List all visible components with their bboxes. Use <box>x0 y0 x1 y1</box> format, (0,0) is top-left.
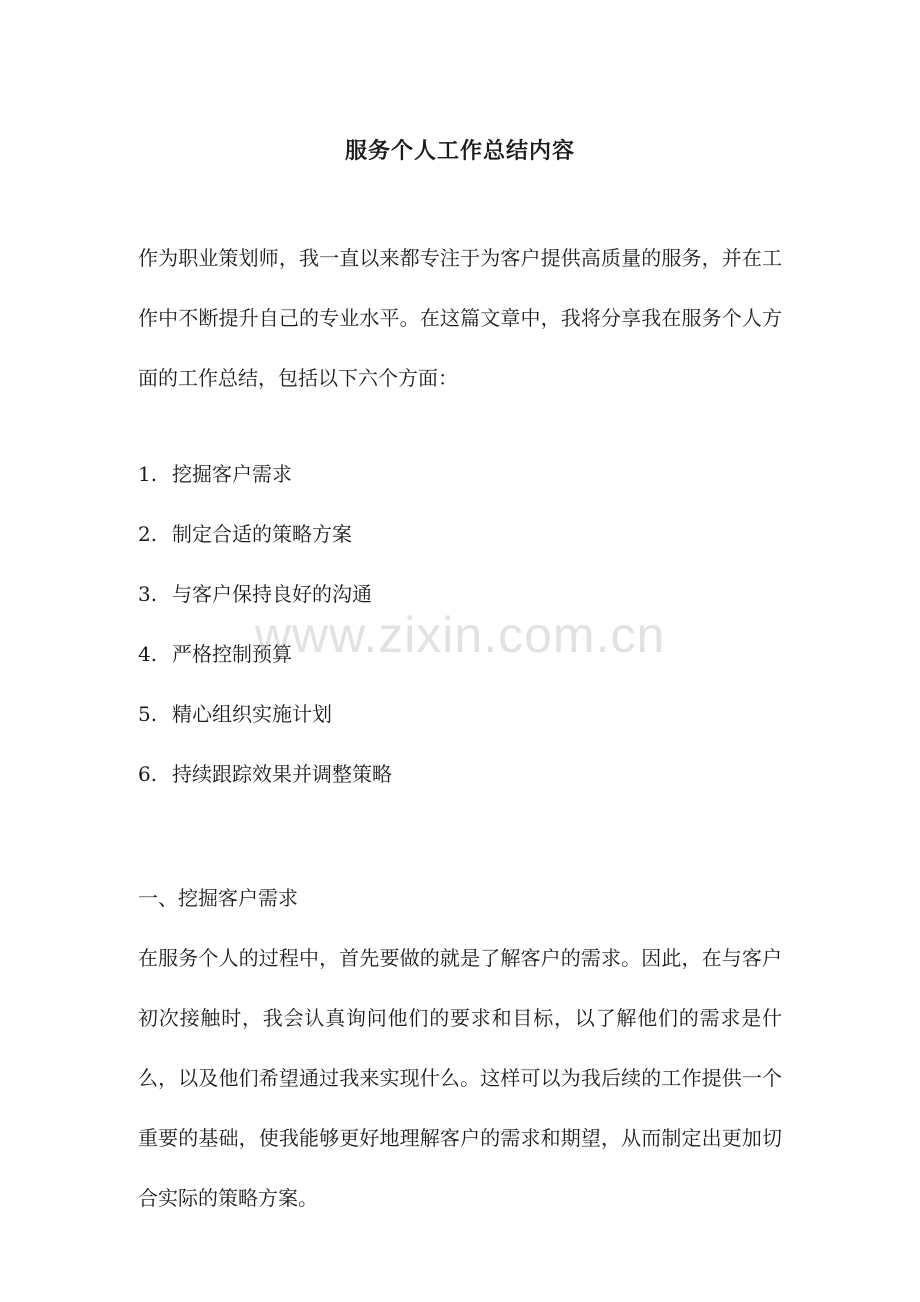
section-heading: 一、挖掘客户需求 <box>138 886 298 910</box>
list-item-text: 严格控制预算 <box>172 642 292 666</box>
list-item-number: 5. <box>138 702 158 726</box>
list-item <box>138 504 782 564</box>
list-item-number: 1. <box>138 462 158 486</box>
intro-paragraph: 作为职业策划师，我一直以来都专注于为客户提供高质量的服务，并在工作中不断提升自己的专业水平。在这篇文章中，我将分享我在服务个人方面的工作总结，包括以下六个方面： <box>138 246 782 390</box>
list-item-text: 制定合适的策略方案 <box>172 522 352 546</box>
list-item-number: 6. <box>138 762 158 786</box>
list-item-text: 持续跟踪效果并调整策略 <box>172 762 392 786</box>
list-item-text: 与客户保持良好的沟通 <box>172 582 372 606</box>
summary-list <box>138 444 782 804</box>
list-item <box>138 564 782 624</box>
list-item <box>138 744 782 804</box>
section-body-paragraph: 在服务个人的过程中，首先要做的就是了解客户的需求。因此，在与客户初次接触时，我会认真询问他们的要求和目标，以了解他们的需求是什么，以及他们希望通过我来实现什么。这样可以为我后续的工作提供一个重要的基础，使我能够更好地理解客户的需求和期望，从而制定出更加切合实际的策略方案。 <box>138 946 782 1210</box>
document-title: 服务个人工作总结内容 <box>344 137 575 164</box>
list-item <box>138 624 782 684</box>
list-item-text: 挖掘客户需求 <box>172 462 292 486</box>
list-item-number: 3. <box>138 582 158 606</box>
list-item-number: 2. <box>138 522 158 546</box>
list-item <box>138 444 782 504</box>
list-item-text: 精心组织实施计划 <box>172 702 332 726</box>
list-item <box>138 684 782 744</box>
watermark: www.zixin.com.cn <box>254 607 666 663</box>
list-item-number: 4. <box>138 642 158 666</box>
